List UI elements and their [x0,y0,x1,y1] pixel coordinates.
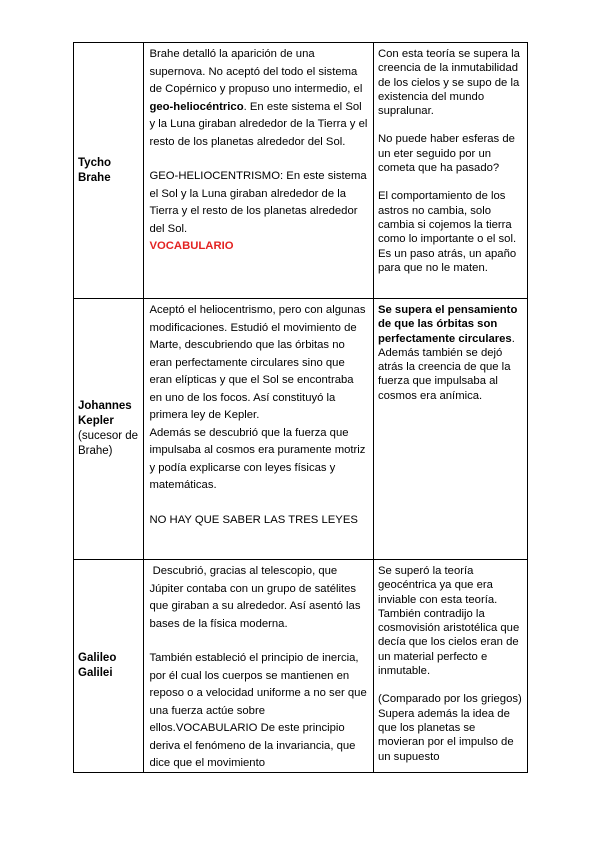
highlighted-term: Se supera el pensamiento de que las órbitas son perfectamente circulares [377,304,518,345]
notes-paragraph: (Comparado por los griegos) Supera además la idea de que los planetas se movieran por el impulso de un supuesto [377,693,522,763]
description-paragraph: Brahe detalló la aparición de una supernova. No aceptó del todo el sistema de Copérnico y propuso uno intermedio, el geo-heliocéntrico. En este sistema el Sol y la Luna giraban alrededor de la Tierra y el resto de los planetas alrededor del Sol. [149,48,368,148]
table-row [74,560,528,773]
description-paragraph: También estableció el principio de inercia, por él cual los cuerpos se mantienen en reposo o a velocidad uniforme a no ser que una fuerza actúe sobre ellos.VOCABULARIO De este principio deriva el fenómeno de la invariancia, que dice que el movimiento [149,652,367,769]
description-paragraph: Descubrió, gracias al telescopio, que Júpiter contaba con un grupo de satélites que giraban a su alrededor. Así asentó las bases de la física moderna. [149,565,364,630]
person-name: Tycho Brahe [78,156,112,184]
person-name: Galileo Galilei [78,652,117,679]
notes-cell [373,560,527,773]
person-note: (sucesor de Brahe) [78,430,139,457]
notes-cell [373,43,527,299]
description-note: NO HAY QUE SABER LAS TRES LEYES [149,513,358,526]
description-paragraph: Aceptó el heliocentrismo, pero con algunas modificaciones. Estudió el movimiento de Marte, descubriendo que las órbitas no eran perfectamente circulares sino que eran elípticas y que el Sol se encontraba en uno de los focos. Así constituyó la primera ley de Kepler. [149,304,366,421]
vocabulary-tag: VOCABULARIO [149,240,234,252]
person-name: Johannes Kepler [78,400,132,427]
description-cell [144,560,374,773]
notes-paragraph: Se superó la teoría geocéntrica ya que era inviable con esta teoría. También contradijo la cosmovisión aristotélica que decía que los cielos eran de un material perfecto e inmutable. [377,565,520,678]
table-row [74,299,528,560]
content-table [73,42,528,773]
description-cell [144,43,374,299]
description-cell [144,299,374,560]
definition-paragraph: GEO-HELIOCENTRISMO: En este sistema el Sol y la Luna giraban alrededor de la Tierra y el resto de los planetas alrededor del Sol. VOCABULARIO [149,170,367,252]
description-paragraph: Además se descubrió que la fuerza que impulsaba al cosmos era puramente motriz y podía explicarse con leyes físicas y matemáticas. [149,426,366,491]
table-row [74,43,528,299]
notes-paragraph: Con esta teoría se supera la creencia de la inmutabilidad de los cielos y se supo de la existencia del mundo supralunar. [377,48,520,118]
notes-paragraph: El comportamiento de los astros no cambia, solo cambia si cojemos la tierra como lo importante o el sol. Es un paso atrás, un apaño para que no le maten. [377,190,517,274]
name-cell [74,43,144,299]
name-cell [74,560,144,773]
highlighted-term: geo-heliocéntrico [149,100,244,113]
notes-paragraph: No puede haber esferas de un eter seguido por un cometa que ha pasado? [377,133,515,175]
notes-cell [373,299,527,560]
name-cell [74,299,144,560]
notes-paragraph: Se supera el pensamiento de que las órbitas son perfectamente circulares. Además también se dejó atrás la creencia de que la fuerza que impulsaba al cosmos era anímica. [377,304,518,402]
